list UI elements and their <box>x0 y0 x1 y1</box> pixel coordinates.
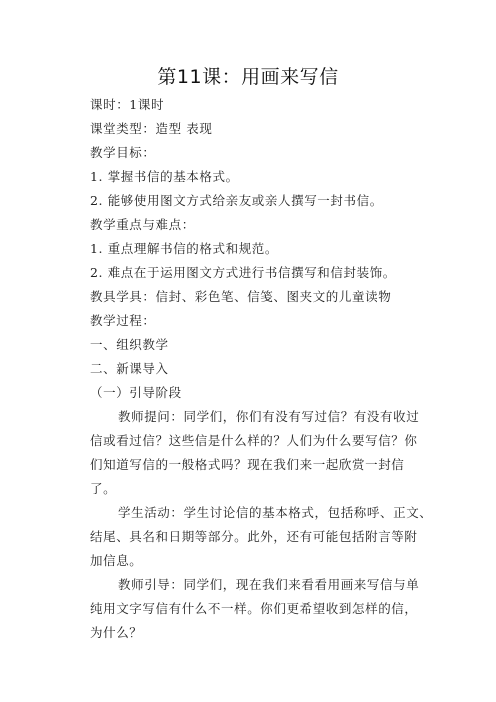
document-title: 第11课：用画来写信 <box>157 66 339 88</box>
paragraph-teacher-guide-line-3: 为什么？ <box>90 625 143 640</box>
line-process-heading: 教学过程： <box>90 313 156 328</box>
line-section-2: 二、新课导入 <box>90 361 169 376</box>
paragraph-teacher-guide-line-2: 纯用文字写信有什么不一样。你们更希望收到怎样的信， <box>90 601 418 616</box>
paragraph-teacher-guide-line-1: 教师引导：同学们，现在我们来看看用画来写信与单 <box>118 577 420 592</box>
line-subsection-1: （一）引导阶段 <box>90 385 182 400</box>
line-section-1: 一、组织教学 <box>90 337 169 352</box>
paragraph-teacher-question-line-4: 了。 <box>90 481 117 496</box>
paragraph-teacher-question-line-1: 教师提问：同学们，你们有没有写过信？有没有收过 <box>118 409 420 424</box>
line-lesson-hours: 课时：1课时 <box>90 97 165 112</box>
paragraph-student-activity-line-1: 学生活动：学生讨论信的基本格式，包括称呼、正文、 <box>118 505 433 520</box>
paragraph-teacher-question-line-2: 信或看过信？这些信是什么样的？人们为什么要写信？你 <box>90 433 418 448</box>
line-objectives-heading: 教学目标： <box>90 145 156 160</box>
line-materials: 教具学具：信封、彩色笔、信笺、图夹文的儿童读物 <box>90 289 392 304</box>
paragraph-teacher-question-line-3: 们知道写信的一般格式吗？现在我们来一起欣赏一封信 <box>90 457 405 472</box>
paragraph-student-activity-line-2: 结尾、具名和日期等部分。此外，还有可能包括附言等附 <box>90 529 418 544</box>
line-key-point-1: 1. 重点理解书信的格式和规范。 <box>90 241 279 256</box>
line-objective-1: 1. 掌握书信的基本格式。 <box>90 169 239 184</box>
line-objective-2: 2. 能够使用图文方式给亲友或亲人撰写一封书信。 <box>90 193 383 208</box>
line-class-type: 课堂类型：造型 表现 <box>90 121 213 136</box>
line-key-point-2: 2. 难点在于运用图文方式进行书信撰写和信封装饰。 <box>90 265 396 280</box>
paragraph-student-activity-line-3: 加信息。 <box>90 553 143 568</box>
line-key-points-heading: 教学重点与难点： <box>90 217 195 232</box>
